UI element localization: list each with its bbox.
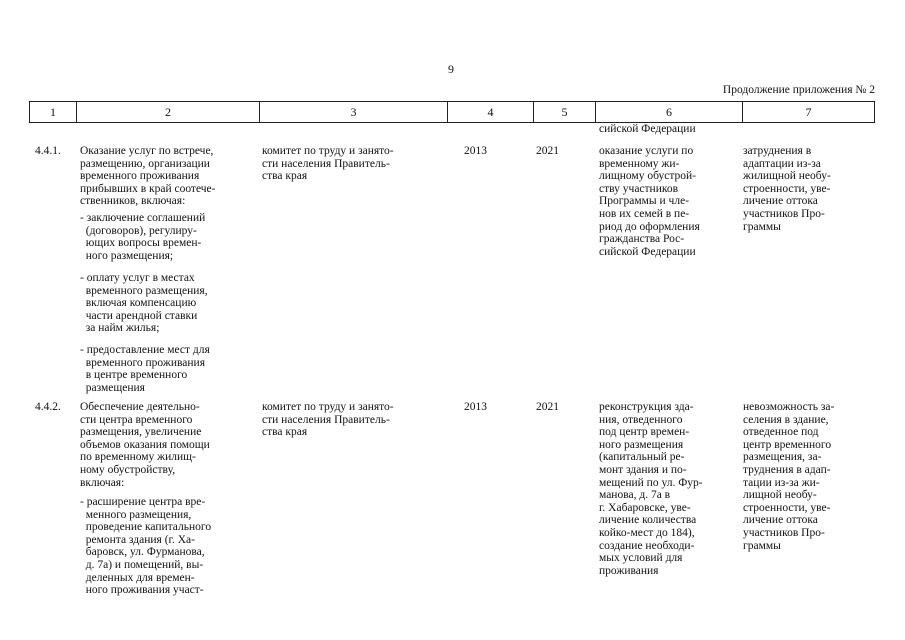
column-header-4: 4 — [447, 102, 533, 122]
table-header-row — [29, 101, 875, 123]
row-expected-result: оказание услуги по временному жи- лищному обустрой- ству участников Программы и чле- нов их семей в пе- риод до оформления гражданства Рос- сийской Федерации — [599, 145, 700, 258]
column-header-6: 6 — [595, 102, 742, 122]
row-number: 4.4.2. — [35, 401, 61, 413]
row-consequence: затруднения в адаптации из-за жилищной необу- строенности, уве- личение оттока участников Про- граммы — [743, 145, 831, 233]
list-item: - заключение соглашений (договоров), регулиру- ющих вопросы времен- ного размещения; — [80, 212, 206, 262]
column-header-3: 3 — [259, 102, 447, 122]
appendix-continuation-note: Продолжение приложения № 2 — [722, 84, 875, 96]
row-end-year: 2021 — [536, 145, 559, 157]
row-end-year: 2021 — [536, 401, 559, 413]
column-header-1: 1 — [50, 105, 56, 119]
column-header-5: 5 — [533, 102, 595, 122]
row-expected-result: реконструкция зда- ния, отведенного под центр времен- ного размещения (капитальный ре- монт здания и по- мещений по ул. Фур- манова, д. 7а в г. Хабаровске, уве- личение количества койко-мест до 184), создание необходи- мых условий для проживания — [599, 401, 703, 577]
list-item: - предоставление мест для временного проживания в центре временного размещения — [80, 344, 210, 394]
column-header-2: 2 — [76, 102, 259, 122]
row-description: Оказание услуг по встрече, размещению, организации временного проживания прибывших в край соотече- ственников, включая: — [80, 145, 216, 208]
list-item: - расширение центра вре- менного размещения, проведение капитального ремонта здания (г. Ха- баровск, ул. Фурманова, д. 7а) и помещений, вы- деленных для времен- ного проживания участ- — [80, 496, 212, 597]
row-description: Обеспечение деятельно- сти центра временного размещения, увеличение объемов оказания помощи по временному жилищ- ному обустройству, включая: — [80, 401, 210, 489]
row-number: 4.4.1. — [35, 145, 61, 157]
row-executor: комитет по труду и занято- сти населения Правитель- ства края — [262, 145, 394, 183]
carryover-text-col6: сийской Федерации — [599, 123, 696, 135]
row-start-year: 2013 — [464, 401, 487, 413]
column-header-7: 7 — [742, 102, 874, 122]
row-executor: комитет по труду и занято- сти населения Правитель- ства края — [262, 401, 394, 439]
list-item: - оплату услуг в местах временного размещения, включая компенсацию части арендной ставки за найм жилья; — [80, 272, 208, 335]
row-consequence: невозможность за- селения в здание, отведенное под центр временного размещения, за- труднения в адап- тации из-за жи- лищной необу- строенности, уве- личение оттока участников Про- граммы — [743, 401, 835, 552]
page-number: 9 — [448, 62, 454, 76]
row-start-year: 2013 — [464, 145, 487, 157]
